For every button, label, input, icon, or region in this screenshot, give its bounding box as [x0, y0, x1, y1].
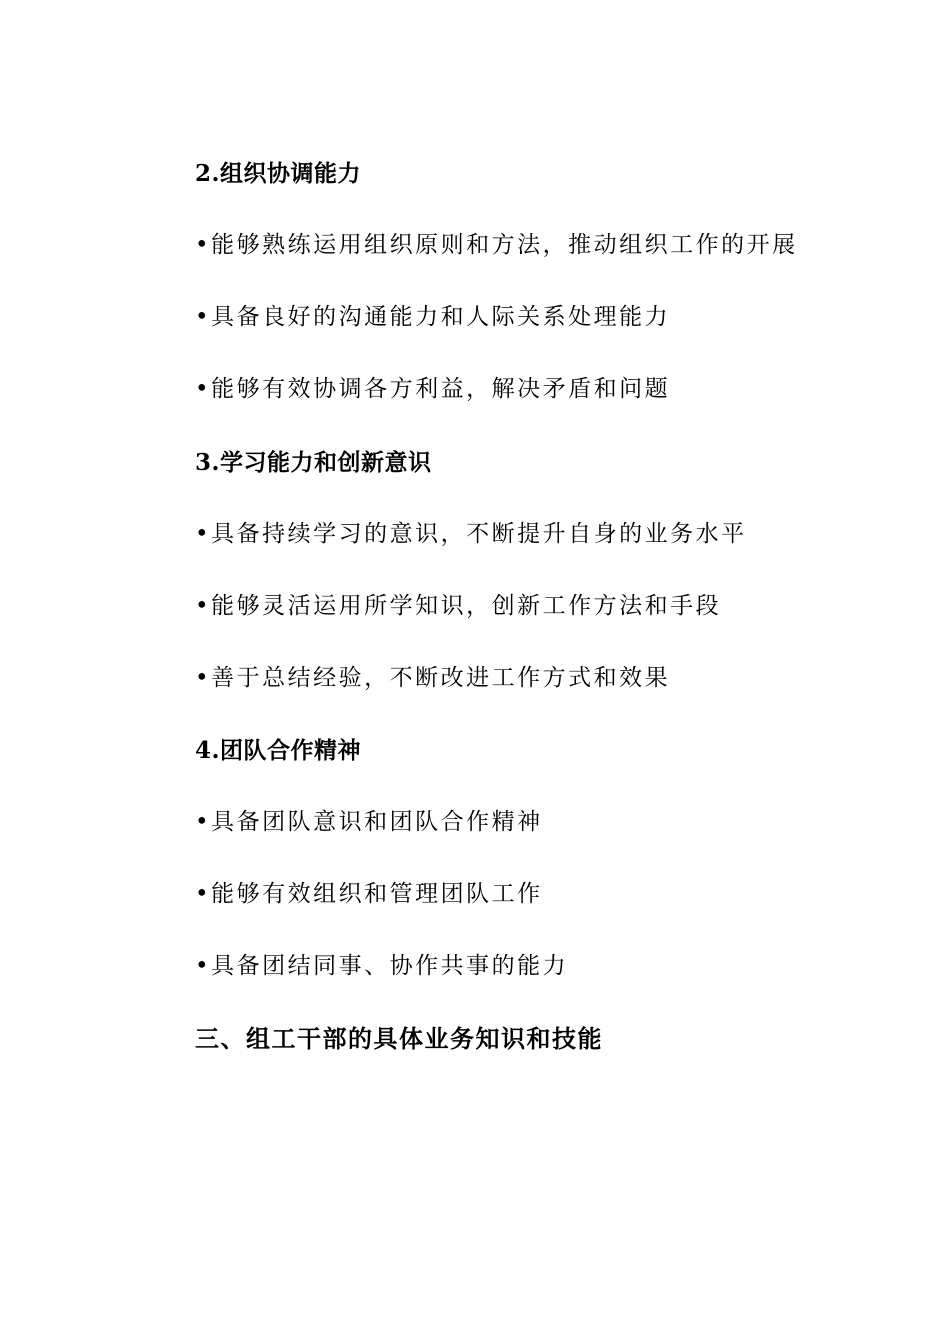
list-item: •具备良好的沟通能力和人际关系处理能力 — [195, 304, 671, 330]
list-item: •能够有效协调各方利益，解决矛盾和问题 — [195, 376, 671, 402]
list-item: •具备团队意识和团队合作精神 — [195, 809, 543, 835]
list-item: •具备团结同事、协作共事的能力 — [195, 953, 569, 979]
list-item: •能够灵活运用所学知识，创新工作方法和手段 — [195, 593, 722, 619]
list-item: •具备持续学习的意识，不断提升自身的业务水平 — [195, 521, 747, 547]
heading-learning-innovation: 3.学习能力和创新意识 — [195, 449, 432, 476]
list-item: •善于总结经验，不断改进工作方式和效果 — [195, 665, 671, 691]
section-heading-business-knowledge: 三、组工干部的具体业务知识和技能 — [195, 1024, 603, 1053]
heading-teamwork: 4.团队合作精神 — [195, 737, 362, 764]
list-item: •能够有效组织和管理团队工作 — [195, 881, 543, 907]
heading-organization-coordination: 2.组织协调能力 — [195, 160, 362, 187]
list-item: •能够熟练运用组织原则和方法，推动组织工作的开展 — [195, 232, 798, 258]
